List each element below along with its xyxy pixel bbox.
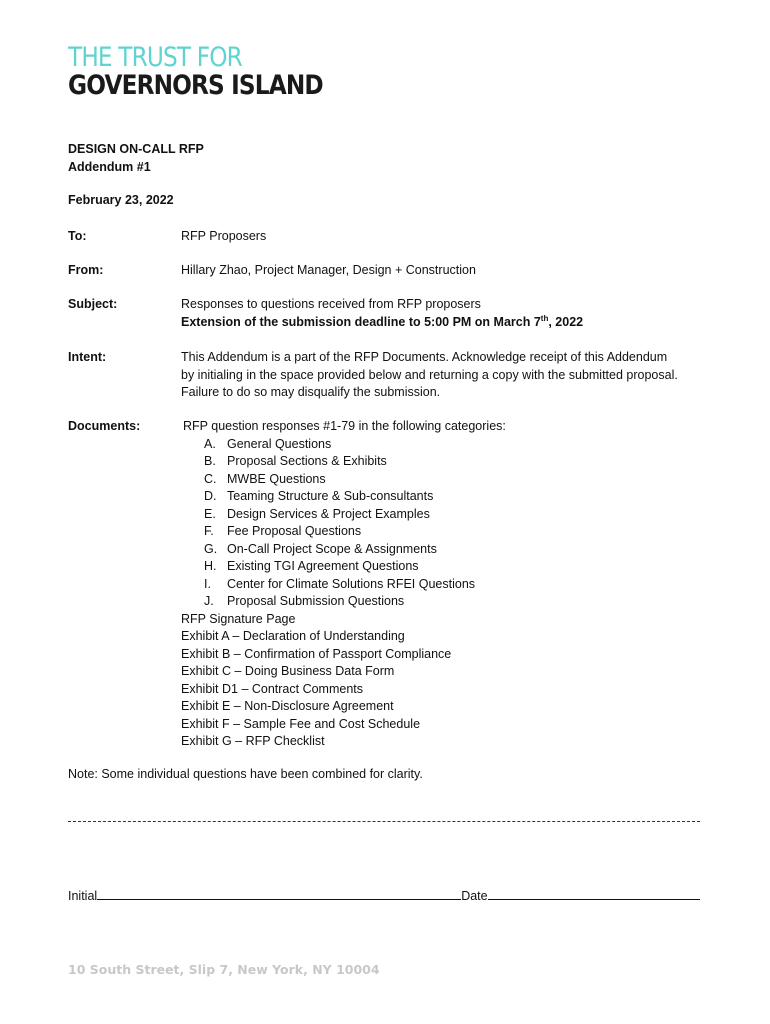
category-item: F. Fee Proposal Questions (204, 524, 362, 538)
document-date: February 23, 2022 (68, 193, 174, 207)
exhibit-item: Exhibit F – Sample Fee and Cost Schedule (181, 716, 421, 731)
exhibit-item: Exhibit E – Non-Disclosure Agreement (181, 699, 394, 713)
category-item: A. General Questions (204, 436, 332, 451)
exhibit-item: Exhibit C – Doing Business Data Form (181, 664, 395, 678)
trust-logo (68, 44, 364, 100)
document-title: DESIGN ON-CALL RFP (68, 142, 204, 156)
category-item: I. Center for Climate Solutions RFEI Questions (204, 576, 476, 591)
intent-text: This Addendum is a part of the RFP Documents. Acknowledge receipt of this Addendum by initialing in the space provided below and returning a copy with the submitted proposal. Failure to do so may disqualify the submission. (181, 350, 678, 399)
exhibit-item: RFP Signature Page (181, 611, 296, 626)
deadline-text: Extension of the submission deadline to 5:00 PM on March 7 (181, 314, 541, 329)
to-value: RFP Proposers (181, 229, 267, 243)
from-value: Hillary Zhao, Project Manager, Design + Construction (181, 263, 476, 277)
logo-line-1: THE TRUST FOR (68, 42, 242, 73)
subject-label: Subject: (68, 297, 118, 311)
document-heading (68, 140, 204, 176)
exhibit-item: Exhibit A – Declaration of Understanding (181, 629, 405, 643)
date-label: Date (461, 889, 488, 903)
category-item: E. Design Services & Project Examples (204, 506, 430, 521)
cut-line-divider (68, 821, 700, 822)
initial-label: Initial (68, 889, 98, 903)
category-item: D. Teaming Structure & Sub-consultants (204, 489, 434, 503)
deadline-superscript: th (540, 313, 549, 323)
footer-address: 10 South Street, Slip 7, New York, NY 10004 (68, 962, 380, 977)
date-field[interactable] (488, 887, 700, 900)
subject-line-2 (181, 314, 701, 332)
category-item: C. MWBE Questions (204, 471, 326, 486)
to-label: To: (68, 229, 87, 243)
deadline-year: , 2022 (548, 314, 584, 329)
addendum-number: Addendum #1 (68, 160, 151, 174)
documents-label: Documents: (68, 419, 141, 433)
exhibit-item: Exhibit G – RFP Checklist (181, 734, 325, 748)
category-list (181, 436, 701, 611)
subject-line-1: Responses to questions received from RFP proposers (181, 297, 481, 311)
documents-list (181, 418, 701, 751)
clarity-note: Note: Some individual questions have been combined for clarity. (68, 767, 423, 781)
category-item: B. Proposal Sections & Exhibits (204, 454, 387, 468)
category-item: G. On-Call Project Scope & Assignments (204, 541, 437, 556)
subject-value (181, 296, 701, 331)
exhibit-item: Exhibit D1 – Contract Comments (181, 681, 364, 696)
logo-line-2: GOVERNORS ISLAND (68, 70, 323, 101)
category-item: H. Existing TGI Agreement Questions (204, 559, 419, 573)
category-item: J. Proposal Submission Questions (204, 594, 405, 608)
initial-field[interactable] (97, 887, 461, 900)
documents-intro: RFP question responses #1-79 in the following categories: (183, 419, 506, 433)
signature-row (68, 887, 700, 903)
intent-label: Intent: (68, 350, 107, 364)
from-label: From: (68, 263, 104, 277)
exhibit-item: Exhibit B – Confirmation of Passport Compliance (181, 646, 452, 661)
